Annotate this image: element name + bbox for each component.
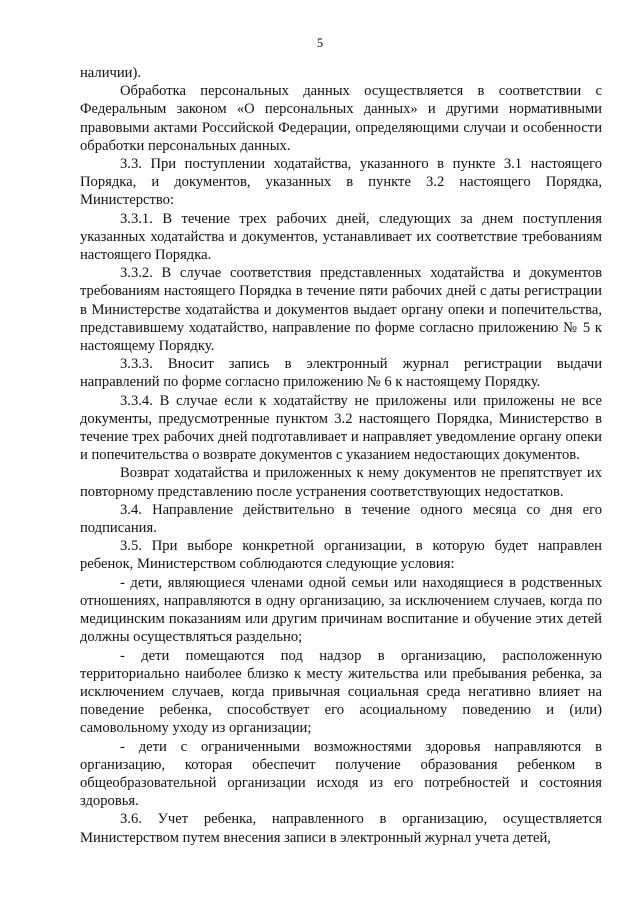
paragraph: 3.3.4. В случае если к ходатайству не приложены или приложены не все документы, предусмотренные пунктом 3.2 настоящего Порядка, Министерство в течение трех рабочих дней подготавливает и направляет уведомление органу опеки и попечительства о возврате документов с указанием недостающих документов. — [80, 392, 602, 464]
paragraph: 3.5. При выборе конкретной организации, в которую будет направлен ребенок, Министерством соблюдаются следующие условия: — [80, 538, 602, 573]
paragraph: - дети помещаются под надзор в организацию, расположенную территориально наиболее близко к месту жительства или пребывания ребенка, за исключением случаев, когда привычная социальная среда негативно влияет на поведение ребенка, способствует его асоциальному поведению и (или) самовольному уходу из организации; — [80, 647, 602, 737]
paragraph: 3.4. Направление действительно в течение одного месяца со дня его подписания. — [80, 501, 602, 537]
paragraph: 3.3. При поступлении ходатайства, указанного в пункте 3.1 настоящего Порядка, и документов, указанных в пункте 3.2 настоящего Порядка, Министерство: — [80, 156, 602, 209]
paragraph: 3.3.1. В течение трех рабочих дней, следующих за днем поступления указанных ходатайства и документов, устанавливает их соответствие требованиям настоящего Порядка. — [80, 210, 602, 264]
page-number: 5 — [316, 36, 324, 50]
paragraph: 3.3.3. Вносит запись в электронный журнал регистрации выдачи направлений по форме согласно приложению № 6 к настоящему Порядку. — [80, 356, 602, 391]
paragraph: - дети, являющиеся членами одной семьи или находящиеся в родственных отношениях, направляются в одну организацию, за исключением случаев, когда по медицинским показаниям или другим причинам воспитание и обучение этих детей должны осуществляться раздельно; — [80, 574, 602, 646]
paragraph: Обработка персональных данных осуществляется в соответствии с Федеральным законом «О персональных данных» и другими нормативными правовыми актами Российской Федерации, определяющими случаи и особенности обработки персональных данных. — [80, 83, 602, 154]
paragraph: 3.3.2. В случае соответствия представленных ходатайства и документов требованиям настоящего Порядка в течение пяти рабочих дней с даты регистрации в Министерстве ходатайства и документов выдает органу опеки и попечительства, представившему ходатайство, направление по форме согласно приложению № 5 к настоящему Порядку. — [80, 265, 602, 355]
paragraph: 3.6. Учет ребенка, направленного в организацию, осуществляется Министерством путем внесения записи в электронный журнал учета детей, — [80, 811, 602, 846]
paragraph: - дети с ограниченными возможностями здоровья направляются в организацию, которая обеспечит получение образования ребенком в общеобразовательной организации исходя из его потребностей и состояния здоровья. — [80, 738, 602, 810]
document-body — [80, 0, 602, 847]
paragraph: Возврат ходатайства и приложенных к нему документов не препятствует их повторному представлению после устранения соответствующих недостатков. — [80, 465, 602, 500]
paragraph: наличии). — [80, 65, 141, 81]
